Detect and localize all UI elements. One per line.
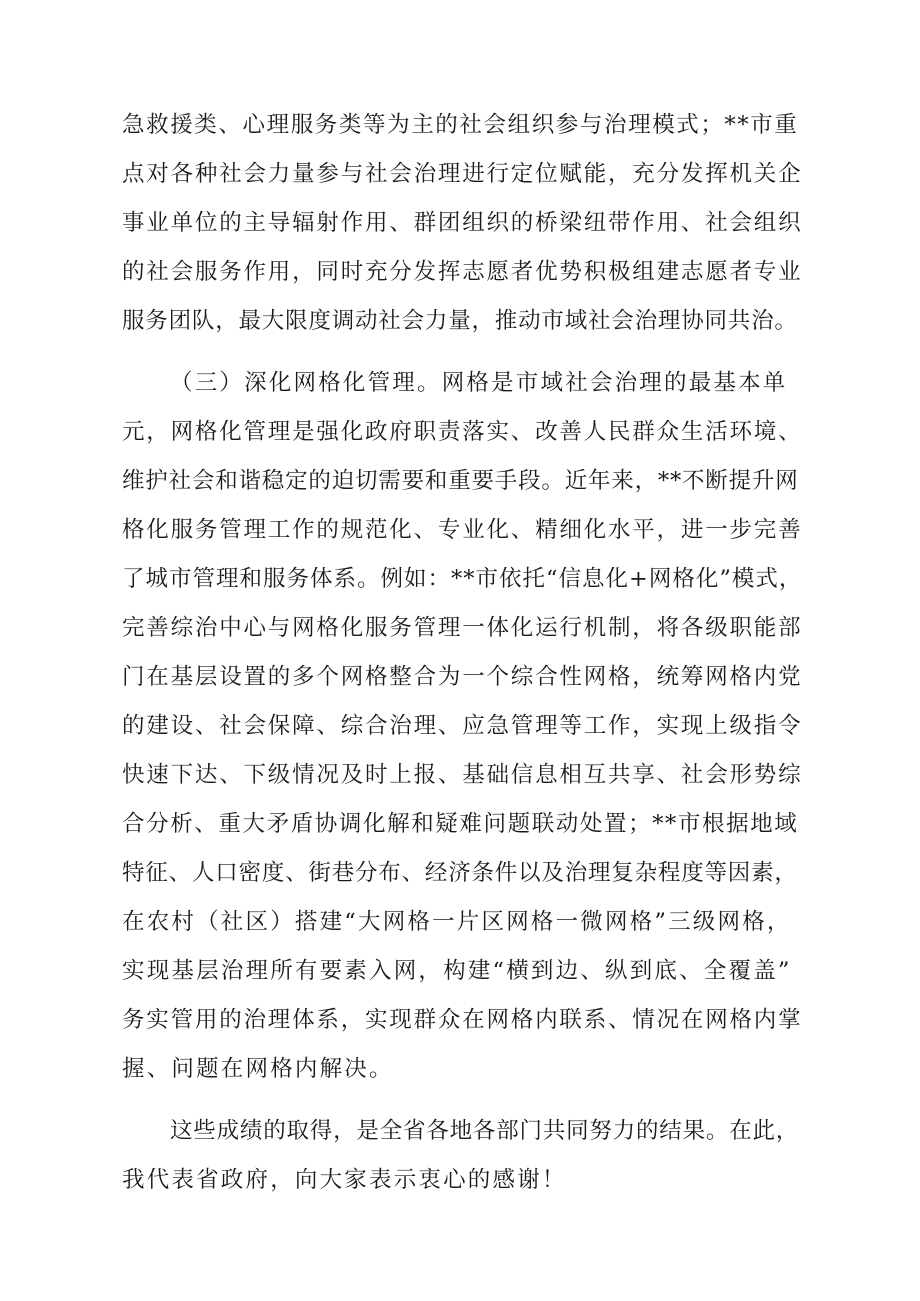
text-line: 完善综治中心与网格化服务管理一体化运行机制，将各级职能部 (122, 615, 803, 641)
text-line: 元，网格化管理是强化政府职责落实、改善人民群众生活环境、 (122, 419, 803, 445)
text-line: 服务团队，最大限度调动社会力量，推动市域社会治理协同共治。 (122, 308, 798, 334)
text-line: 的社会服务作用，同时充分发挥志愿者优势积极组建志愿者专业 (122, 259, 803, 285)
text-line: 实现基层治理所有要素入网，构建“横到边、纵到底、全覆盖” (122, 958, 792, 984)
text-line: 急救援类、心理服务类等为主的社会组织参与治理模式；**市重 (122, 112, 799, 138)
text-line: 事业单位的主导辐射作用、群团组织的桥梁纽带作用、社会组织 (122, 210, 803, 236)
text-line: 维护社会和谐稳定的迫切需要和重要手段。近年来，**不断提升网 (122, 468, 799, 494)
text-line: 门在基层设置的多个网格整合为一个综合性网格，统筹网格内党 (122, 664, 803, 690)
text-line: 合分析、重大矛盾协调化解和疑难问题联动处置；**市根据地域 (122, 811, 799, 837)
text-line: 格化服务管理工作的规范化、专业化、精细化水平，进一步完善 (122, 517, 803, 543)
text-line: 务实管用的治理体系，实现群众在网格内联系、情况在网格内掌 (122, 1007, 803, 1033)
text-line: 我代表省政府，向大家表示衷心的感谢！ (122, 1167, 567, 1193)
text-line: 了城市管理和服务体系。例如：**市依托“信息化+网格化”模式， (122, 566, 803, 592)
text-line: 点对各种社会力量参与社会治理进行定位赋能，充分发挥机关企 (122, 161, 803, 187)
text-line: 的建设、社会保障、综合治理、应急管理等工作，实现上级指令 (122, 713, 803, 739)
text-line: 在农村（社区）搭建“大网格一片区网格一微网格”三级网格， (122, 909, 792, 935)
text-line: 握、问题在网格内解决。 (122, 1056, 394, 1082)
text-line: 这些成绩的取得，是全省各地各部门共同努力的结果。在此， (170, 1118, 800, 1144)
section-heading-line: （三）深化网格化管理。网格是市域社会治理的最基本单 (170, 370, 788, 396)
text-line: 特征、人口密度、街巷分布、经济条件以及治理复杂程度等因素， (122, 860, 798, 886)
text-line: 快速下达、下级情况及时上报、基础信息相互共享、社会形势综 (122, 762, 803, 788)
